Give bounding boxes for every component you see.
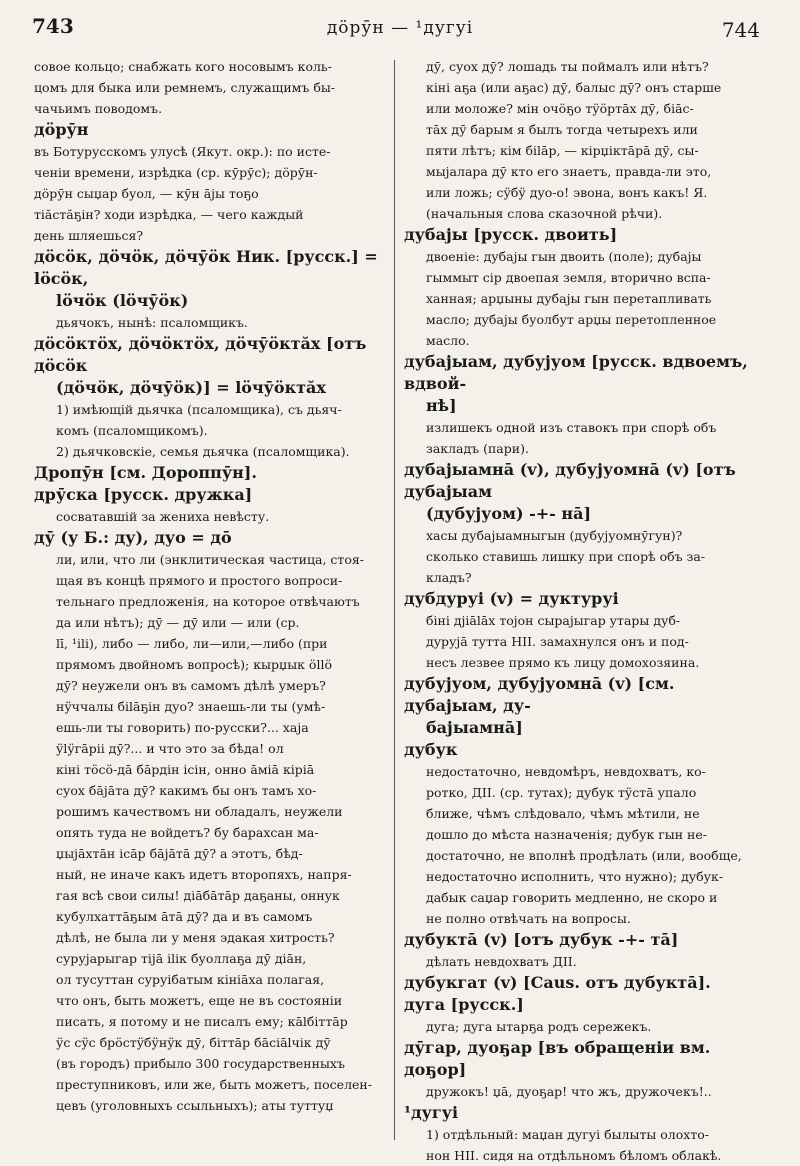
entry-text-line: сколько ставишь лишку при спорѣ объ за-: [426, 549, 706, 564]
entry-text-line: тельнаго предложенія, на которое отвѣчаютъ: [56, 594, 360, 609]
entry-text-line: кіні аҕа (или аҕас) дӯ, балыс дӯ? онъ старше: [426, 80, 722, 95]
entry-text-line: ли, или, что ли (энклитическая частица, стоя-: [56, 552, 364, 567]
entry-text-line: дѣлѣ, не была ли у меня эдакая хитрость?: [56, 930, 335, 945]
entry-text-line: ротко, ДІІ. (ср. тутах); дубук тӱстā упало: [426, 785, 697, 800]
entry-text-line: ӱlӱгāріі дӯ?... и что это за бѣда! ол: [56, 741, 284, 756]
column-divider: [394, 60, 395, 1140]
entry-text-line: излишекъ одной изъ ставокъ при спорѣ объ: [426, 420, 717, 435]
entry-text-line: пяти лѣтъ; кім біlāр, — кірџіктāрā дӯ, сы-: [426, 143, 699, 158]
entry-headword: дрӯска [русск. дружка]: [34, 485, 253, 504]
entry-text-line: ближе, чѣмъ слѣдовало, чѣмъ мѣтили, не: [426, 806, 700, 821]
entry-headword: дубдуруі (v) = дуктуруі: [404, 589, 619, 608]
right-column: [404, 56, 754, 1163]
entry-text-line: писать, я потому и не писалъ ему; кālбіттāр: [56, 1014, 348, 1029]
entry-headword: (дӧчӧк, дӧчӯӧк)] = lӧчӯӧктăх: [56, 378, 326, 397]
entry-text-line: или моложе? мін очӧҕо тӱӧртāх дӯ, біāс-: [426, 101, 694, 116]
entry-text-line: ешь-ли ты говорить) по-русски?... хаја: [56, 720, 309, 735]
entry-text-line: что онъ, быть можетъ, еще не въ состояніи: [56, 993, 343, 1008]
entry-text-line: сосватавшій за жениха невѣсту.: [56, 509, 270, 524]
entry-headword: дубаjыамнā (v), дубуjуомнā (v) [отъ дубаjыам: [404, 460, 736, 501]
entry-text-line: тіăстăҕін? ходи изрѣдка, — чего каждый: [34, 207, 304, 222]
entry-text-line: lī, ¹ili), либо — либо, ли—или,—либо (при: [56, 636, 328, 651]
entry-text-line: 2) дьячковскіе, семья дьячка (псаломщика).: [56, 444, 350, 459]
entry-text-line: кіні тӧсӧ-дā бāрдін ісін, онно āміā кіріā: [56, 762, 315, 777]
entry-text-line: чачьимъ поводомъ.: [34, 101, 163, 116]
entry-text-line: масло; дубаjы буолбут арџы перетопленное: [426, 312, 717, 327]
entry-headword: дубуjуом, дубуjуомнā (v) [см. дубаjыам, ду-: [404, 674, 675, 715]
entry-text-line: рошимъ качествомъ ни обладалъ, неужели: [56, 804, 343, 819]
entry-headword: нѣ]: [426, 396, 457, 415]
entry-text-line: недостаточно, невдомѣръ, невдохватъ, ко-: [426, 764, 706, 779]
entry-headword: дӧсӧк, дӧчӧк, дӧчӯӧк Ник. [русск.] = lӧсӧк,: [34, 247, 378, 288]
page-number-left: 743: [32, 14, 74, 38]
entry-text-line: ӱс сӱс брӧстӱбӱнӱк дӯ, біттāр бāсіālчік дӯ: [56, 1035, 331, 1050]
entry-headword: дубаjы [русск. двоить]: [404, 225, 618, 244]
entry-headword: дӧсӧктӧх, дӧчӧктӧх, дӧчӯӧктăх [отъ дӧсӧк: [34, 334, 367, 375]
entry-text-line: дошло до мѣста назначенія; дубук гын не-: [426, 827, 707, 842]
entry-headword: lӧчӧк (lӧчӯӧк): [56, 291, 189, 310]
entry-text-line: 1) отдѣльный: маџан дугуі былыты олохто-: [426, 1127, 709, 1142]
entry-text-line: закладъ (пари).: [426, 441, 529, 456]
entry-text-line: опять туда не войдетъ? бу барахсан ма-: [56, 825, 319, 840]
entry-text-line: цомъ для быка или ремнемъ, служащимъ бы-: [34, 80, 336, 95]
entry-text-line: двоеніе: дубаjы гын двоить (поле); дубаjы: [426, 249, 702, 264]
entry-text-line: не полно отвѣчать на вопросы.: [426, 911, 631, 926]
entry-text-line: дурујā тутта НІІ. замахнулся онъ и под-: [426, 634, 689, 649]
entry-text-line: масло.: [426, 333, 470, 348]
entry-text-line: хасы дубаjыамныгын (дубуjуомнӯгун)?: [426, 528, 683, 543]
entry-text-line: дӧрӯн сыџар буол, — кӯн ājы тоҕо: [34, 186, 259, 201]
entry-text-line: (начальныя слова сказочной рѣчи).: [426, 206, 663, 221]
entry-text-line: достаточно, не вполнѣ продѣлать (или, вообще,: [426, 848, 742, 863]
entry-text-line: ханная; арџыны дубаjы гын перетапливать: [426, 291, 712, 306]
entry-headword: дубаjыам, дубуjуом [русск. вдвоемъ, вдвой-: [404, 352, 748, 393]
entry-text-line: дѣлать невдохватъ ДІІ.: [426, 954, 577, 969]
entry-text-line: дьячокъ, нынѣ: псаломщикъ.: [56, 315, 248, 330]
entry-headword: дӯ (у Б.: ду), дуо = дō: [34, 528, 232, 547]
left-column: [34, 56, 386, 1146]
entry-text-line: ный, не иначе какъ идетъ второпяхъ, напря-: [56, 867, 352, 882]
running-title: дӧрӯн — ¹дугуі: [326, 18, 474, 38]
entry-text-line: нӱччалы біlāҕін дуо? знаешь-ли ты (умѣ-: [56, 699, 326, 714]
entry-text-line: дабык саџар говорить медленно, не скоро и: [426, 890, 718, 905]
entry-headword: ¹дугуі: [404, 1103, 459, 1122]
entry-headword: (дубуjуом) -+- нā]: [426, 504, 592, 523]
entry-text-line: совое кольцо; снабжать кого носовымъ коль-: [34, 59, 332, 74]
entry-text-line: тāх дӯ барым я былъ тогда четырехъ или: [426, 122, 698, 137]
entry-text-line: несъ лезвее прямо къ лицу домохозяина.: [426, 655, 700, 670]
entry-text-line: 1) имѣющій дьячка (псаломщика), съ дьяч-: [56, 402, 342, 417]
entry-text-line: гыммыт сір двоепая земля, вторично вспа-: [426, 270, 711, 285]
entry-text-line: суох бājāта дӯ? какимъ бы онъ тамъ хо-: [56, 783, 317, 798]
entry-headword: дӯгар, дуоҕар [въ обращеніи вм. доҕор]: [404, 1038, 711, 1079]
entry-text-line: въ Ботурусскомъ улусѣ (Якут. окр.): по исте-: [34, 144, 331, 159]
entry-headword: дубуктā (v) [отъ дубук -+- тā]: [404, 930, 679, 949]
entry-text-line: біні дjіālāх тоjон сыраjыгар утары дуб-: [426, 613, 681, 628]
entry-headword: дубук: [404, 740, 458, 759]
entry-text-line: дуга; дуга ытарҕа родъ сережекъ.: [426, 1019, 652, 1034]
entry-text-line: кладъ?: [426, 570, 472, 585]
entry-text-line: гая всѣ свои силы! діāбāтāр даҕаны, оннук: [56, 888, 340, 903]
entry-text-line: день шляешься?: [34, 228, 144, 243]
entry-text-line: недостаточно исполнить, что нужно); дубук-: [426, 869, 724, 884]
entry-text-line: дӯ? неужели онъ въ самомъ дѣлѣ умеръ?: [56, 678, 326, 693]
page-header: [0, 10, 800, 44]
entry-text-line: дӯ, суох дӯ? лошадь ты поймалъ или нѣтъ?: [426, 59, 709, 74]
entry-headword: баjыамнā]: [426, 718, 523, 737]
entry-headword: Дропӯн [см. Дороппӯн].: [34, 463, 257, 482]
entry-text-line: мыјалара дӯ кто его знаетъ, правда-ли это,: [426, 164, 712, 179]
entry-text-line: кубулхаттāҕым āтā дӯ? да и въ самомъ: [56, 909, 313, 924]
entry-text-line: нон НІІ. сидя на отдѣльномъ бѣломъ облакѣ.: [426, 1148, 722, 1163]
entry-text-line: ченіи времени, изрѣдка (ср. кӯрӯс); дӧрӯн-: [34, 165, 318, 180]
entry-text-line: ол тусуттан суруібатым кініāха полагая,: [56, 972, 325, 987]
entry-text-line: сурујарыгар тіjā ilік буоллаҕа дӯ діāн,: [56, 951, 307, 966]
entry-text-line: щая въ концѣ прямого и простого вопроси-: [56, 573, 343, 588]
entry-headword: дуга [русск.]: [404, 995, 524, 1014]
entry-text-line: или ложь; сӱбӱ дуо-о! эвона, вонъ какъ! Я.: [426, 185, 708, 200]
page-number-right: 744: [721, 18, 760, 42]
entry-headword: дӧрӯн: [34, 120, 89, 139]
entry-text-line: да или нѣтъ); дӯ — дӯ или — или (ср.: [56, 615, 300, 630]
entry-text-line: (въ городъ) прибыло 300 государственныхъ: [56, 1056, 345, 1071]
entry-text-line: прямомъ двойномъ вопросѣ); кырџык ӧllӧ: [56, 657, 332, 672]
entry-text-line: комъ (псаломщикомъ).: [56, 423, 208, 438]
entry-text-line: преступниковъ, или же, быть можетъ, поселен-: [56, 1077, 372, 1092]
entry-text-line: цевъ (уголовныхъ ссыльныхъ); аты туттуџ: [56, 1098, 334, 1113]
entry-text-line: дружокъ! џā, дуоҕар! что жъ, дружочекъ!..: [426, 1084, 712, 1099]
entry-text-line: џыjāхтāн ісāр бājāтā дӯ? а этотъ, бѣд-: [56, 846, 303, 861]
entry-headword: дубукгат (v) [Caus. отъ дубуктā].: [404, 973, 711, 992]
